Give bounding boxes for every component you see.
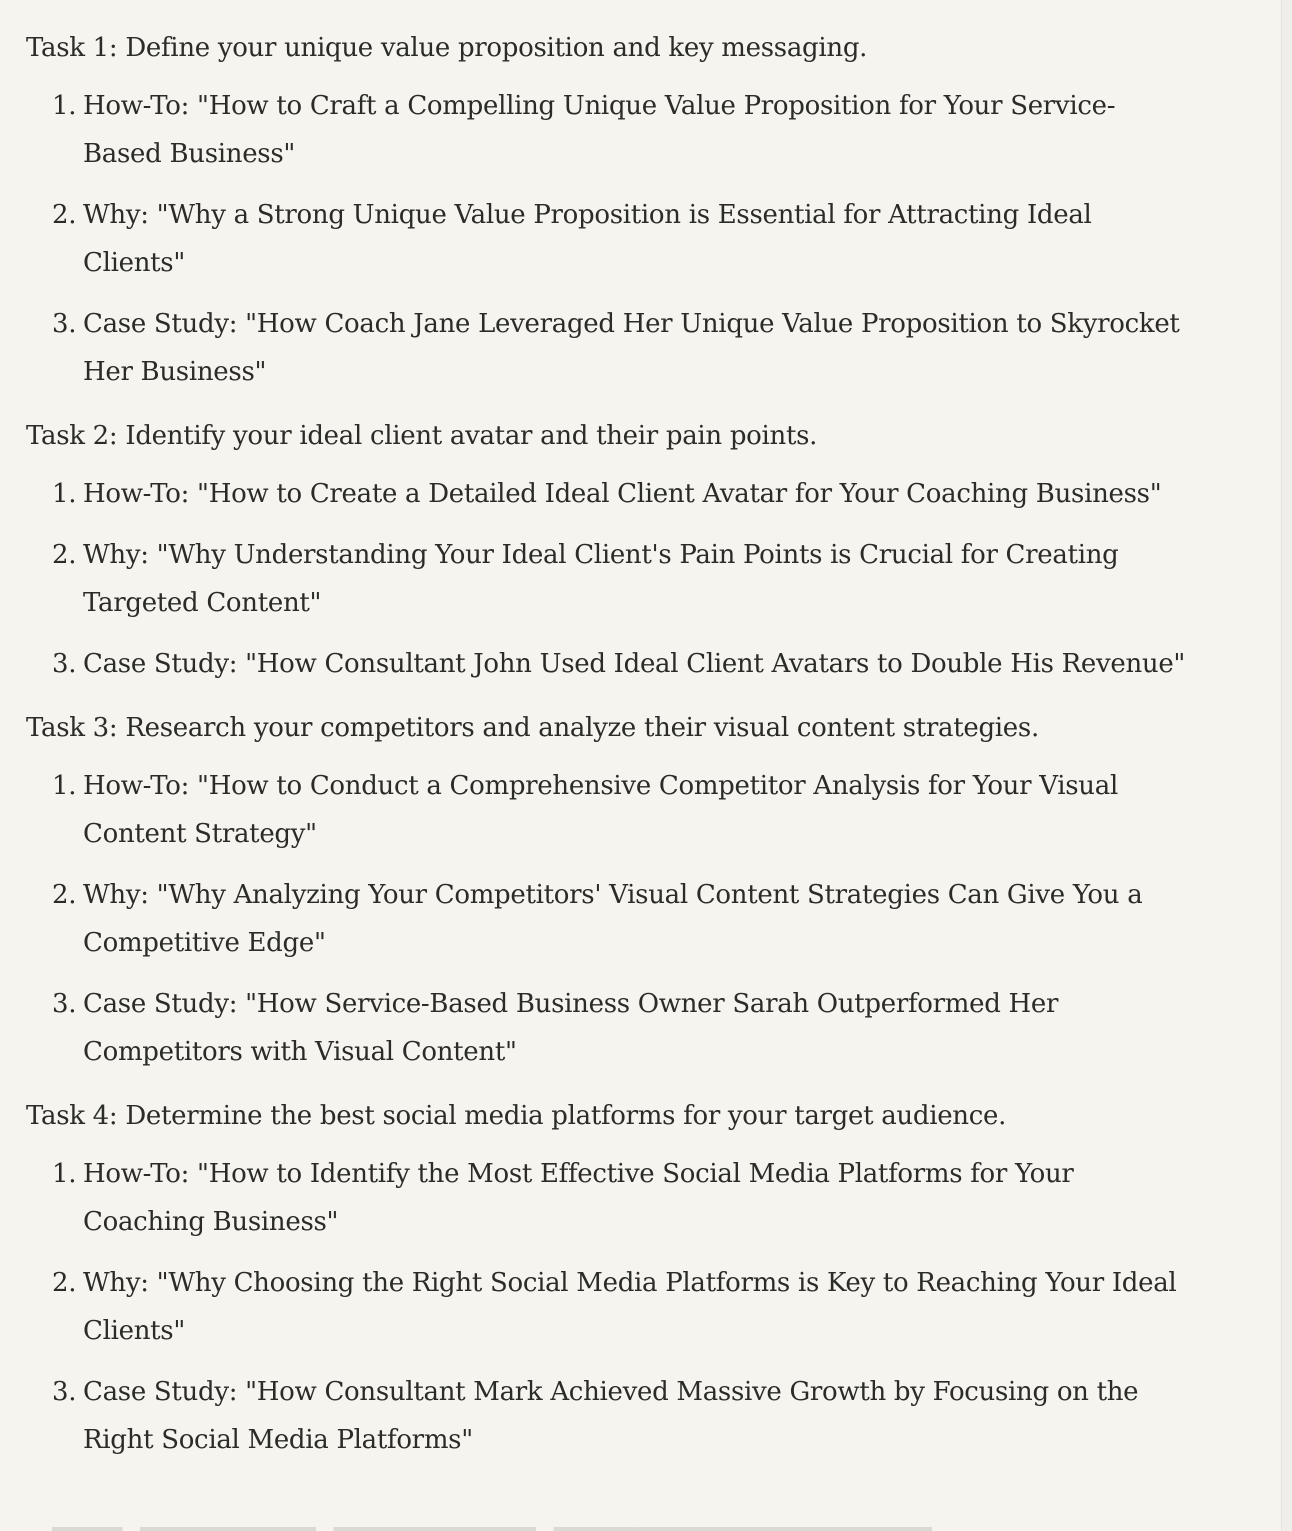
list-item — [26, 980, 1193, 1076]
list-item — [26, 1259, 1193, 1355]
task-section-1 — [26, 28, 1266, 396]
list-number: 3. — [52, 649, 77, 679]
list-number: 3. — [52, 989, 77, 1019]
list-number: 2. — [52, 200, 77, 230]
message-content — [26, 28, 1266, 1484]
list-number: 2. — [52, 540, 77, 570]
task-section-4 — [26, 1096, 1266, 1464]
list-item — [26, 82, 1193, 178]
clipped-next-line — [52, 1517, 932, 1531]
task-heading: Task 3: Research your competitors and analyze their visual content strategies. — [26, 713, 1039, 743]
task-heading: Task 1: Define your unique value proposition and key messaging. — [26, 33, 868, 63]
list-number: 1. — [52, 91, 77, 121]
list-number: 2. — [52, 1268, 77, 1298]
list-item-text: How-To: "How to Create a Detailed Ideal Client Avatar for Your Coaching Business" — [83, 479, 1162, 509]
task-heading: Task 4: Determine the best social media platforms for your target audience. — [26, 1101, 1007, 1131]
task-section-2 — [26, 416, 1266, 688]
list-item — [26, 871, 1193, 967]
list-number: 3. — [52, 1377, 77, 1407]
list-item-text: Why: "Why Analyzing Your Competitors' Visual Content Strategies Can Give You a Competitive Edge" — [83, 880, 1143, 958]
list-number: 1. — [52, 1159, 77, 1189]
list-number: 1. — [52, 479, 77, 509]
list-number: 2. — [52, 880, 77, 910]
list-number: 1. — [52, 771, 77, 801]
list-item — [26, 191, 1193, 287]
task-section-3 — [26, 708, 1266, 1076]
list-item-text: How-To: "How to Conduct a Comprehensive Competitor Analysis for Your Visual Content Strategy" — [83, 771, 1118, 849]
list-item-text: Case Study: "How Coach Jane Leveraged Her Unique Value Proposition to Skyrocket Her Business" — [83, 309, 1180, 387]
list-item-text: How-To: "How to Craft a Compelling Unique Value Proposition for Your Service-Based Business" — [83, 91, 1116, 169]
list-item-text: Why: "Why Choosing the Right Social Media Platforms is Key to Reaching Your Ideal Clients" — [83, 1268, 1177, 1346]
list-item — [26, 640, 1193, 688]
list-item-text: Why: "Why Understanding Your Ideal Client's Pain Points is Crucial for Creating Targeted Content" — [83, 540, 1119, 618]
scrollbar-track[interactable] — [1281, 0, 1292, 1531]
list-number: 3. — [52, 309, 77, 339]
list-item — [26, 1368, 1193, 1464]
clipped-text-fragment — [52, 1527, 932, 1531]
task-heading: Task 2: Identify your ideal client avatar and their pain points. — [26, 421, 818, 451]
content-idea-list — [26, 1150, 1266, 1464]
content-idea-list — [26, 470, 1266, 688]
list-item — [26, 300, 1193, 396]
list-item-text: How-To: "How to Identify the Most Effective Social Media Platforms for Your Coaching Business" — [83, 1159, 1074, 1237]
list-item — [26, 470, 1193, 518]
list-item — [26, 531, 1193, 627]
content-idea-list — [26, 82, 1266, 396]
list-item-text: Case Study: "How Consultant Mark Achieved Massive Growth by Focusing on the Right Social Media Platforms" — [83, 1377, 1139, 1455]
list-item — [26, 1150, 1193, 1246]
list-item-text: Case Study: "How Service-Based Business Owner Sarah Outperformed Her Competitors with Visual Content" — [83, 989, 1059, 1067]
list-item — [26, 762, 1193, 858]
content-idea-list — [26, 762, 1266, 1076]
list-item-text: Why: "Why a Strong Unique Value Proposition is Essential for Attracting Ideal Clients" — [83, 200, 1092, 278]
list-item-text: Case Study: "How Consultant John Used Ideal Client Avatars to Double His Revenue" — [83, 649, 1186, 679]
